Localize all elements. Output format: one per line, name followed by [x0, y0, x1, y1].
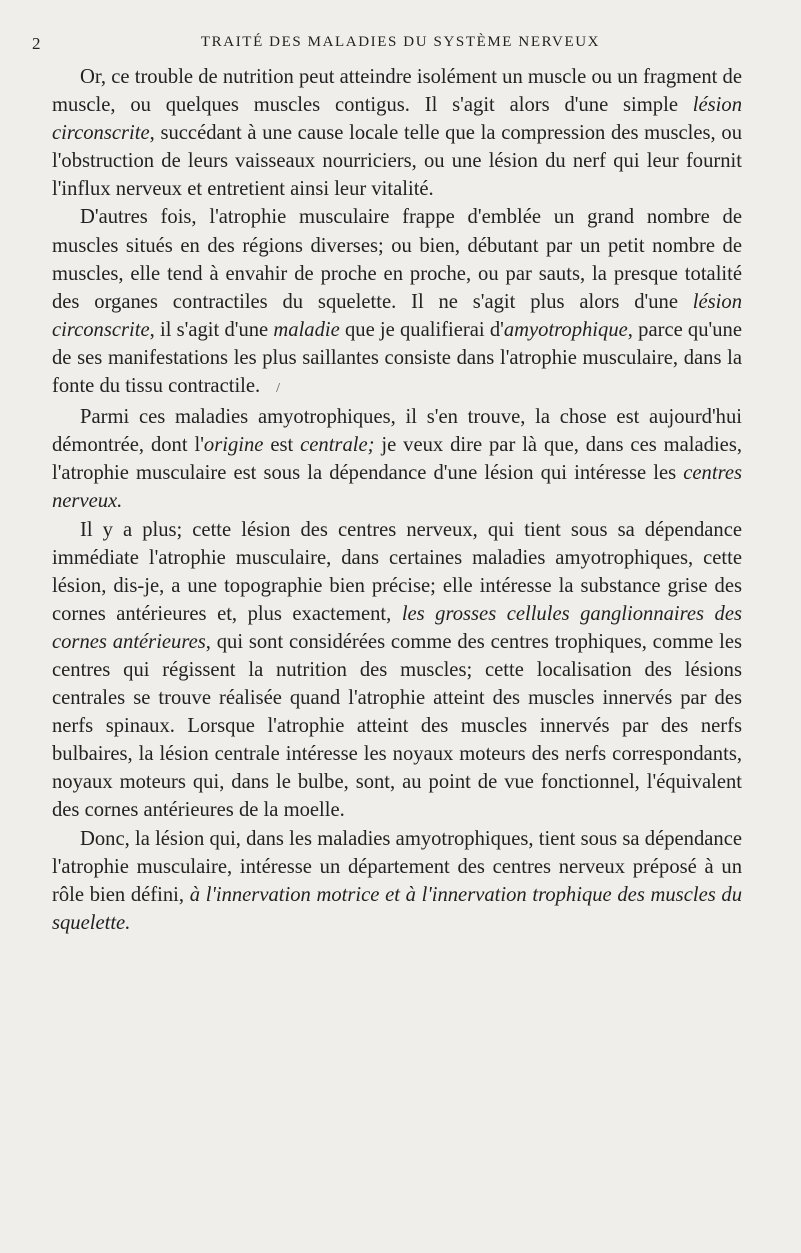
text-run: D'autres fois, l'atrophie musculaire frappe d'emblée un grand nombre de muscles situés en des régions diverses; ou bien, débutant par un petit nombre de muscles, elle tend à envahir de proche en proche, ou par sauts, la presque totalité des organes contractiles du squelette. Il ne s'agit plus alors d'une: [52, 206, 742, 313]
italic-text: origine: [203, 434, 264, 457]
italic-text: centres nerveux.: [52, 462, 742, 513]
text-run: , il s'agit d'une: [149, 318, 274, 341]
italic-text: amyotrophique: [503, 318, 628, 341]
paragraph: [52, 63, 742, 203]
page-number: 2: [32, 34, 42, 53]
italic-text: lésion circonscrite: [52, 94, 742, 145]
italic-text: maladie: [273, 318, 340, 341]
text-run: , qui sont considérées comme des centres trophiques, comme les centres qui régissent la nutrition des muscles; cette localisation des lésions centrales se trouve réalisée quand l'atrophie atteint des muscles innervés par des nerfs spinaux. Lorsque l'atrophie atteint des muscles innervés par des nerfs bulbaires, la lésion centrale intéresse les noyaux moteurs des nerfs correspondants, noyaux moteurs qui, dans le bulbe, sont, au point de vue fonctionnel, l'équivalent des cornes antérieures de la moelle.: [52, 630, 742, 822]
italic-text: à l'innervation motrice et à l'innervation trophique des muscles du squelette.: [52, 883, 743, 934]
text-run: Parmi ces maladies amyotrophiques, il s'en trouve, la chose est aujourd'hui démontrée, dont l': [52, 406, 742, 457]
text-run: est: [263, 434, 301, 457]
paragraph: [52, 516, 742, 825]
paragraph: [52, 403, 742, 515]
text-run: , succédant à une cause locale telle que la compression des muscles, ou l'obstruction de leurs vaisseaux nourriciers, ou une lésion du nerf qui leur fournit l'influx nerveux et entretient ainsi leur vitalité.: [52, 122, 742, 201]
body-text: [52, 63, 742, 937]
text-run: je veux dire par là que, dans ces maladies, l'atrophie musculaire est sous la dépendance d'une lésion qui intéresse les: [52, 434, 742, 485]
running-head: [32, 30, 769, 56]
running-title: TRAITÉ DES MALADIES DU SYSTÈME NERVEUX: [200, 34, 601, 50]
paragraph: [52, 203, 742, 403]
text-run: Il y a plus; cette lésion des centres nerveux, qui tient sous sa dépendance immédiate l'atrophie musculaire, dans certaines maladies amyotrophiques, cette lésion, dis-je, a une topographie bien précise; elle intéresse la substance grise des cornes antérieures et, plus exactement,: [52, 518, 742, 625]
stray-mark: /: [276, 381, 281, 397]
text-run: , parce qu'une de ses manifestations les plus saillantes consiste dans l'atrophie musculaire, dans la fonte du tissu contractile.: [52, 318, 742, 398]
text-run: Or, ce trouble de nutrition peut atteindre isolément un muscle ou un fragment de muscle, ou quelques muscles contigus. Il s'agit alors d'une simple: [52, 66, 742, 117]
italic-text: centrale;: [300, 434, 375, 457]
text-run: que je qualifierai d': [339, 318, 504, 341]
italic-text: lésion circonscrite: [52, 290, 742, 341]
text-run: Donc, la lésion qui, dans les maladies amyotrophiques, tient sous sa dépendance l'atrophie musculaire, intéresse un département des centres nerveux préposé à un rôle bien défini,: [52, 827, 742, 906]
paragraph: [52, 825, 742, 937]
italic-text: les grosses cellules ganglionnaires des cornes antérieures: [52, 602, 742, 653]
